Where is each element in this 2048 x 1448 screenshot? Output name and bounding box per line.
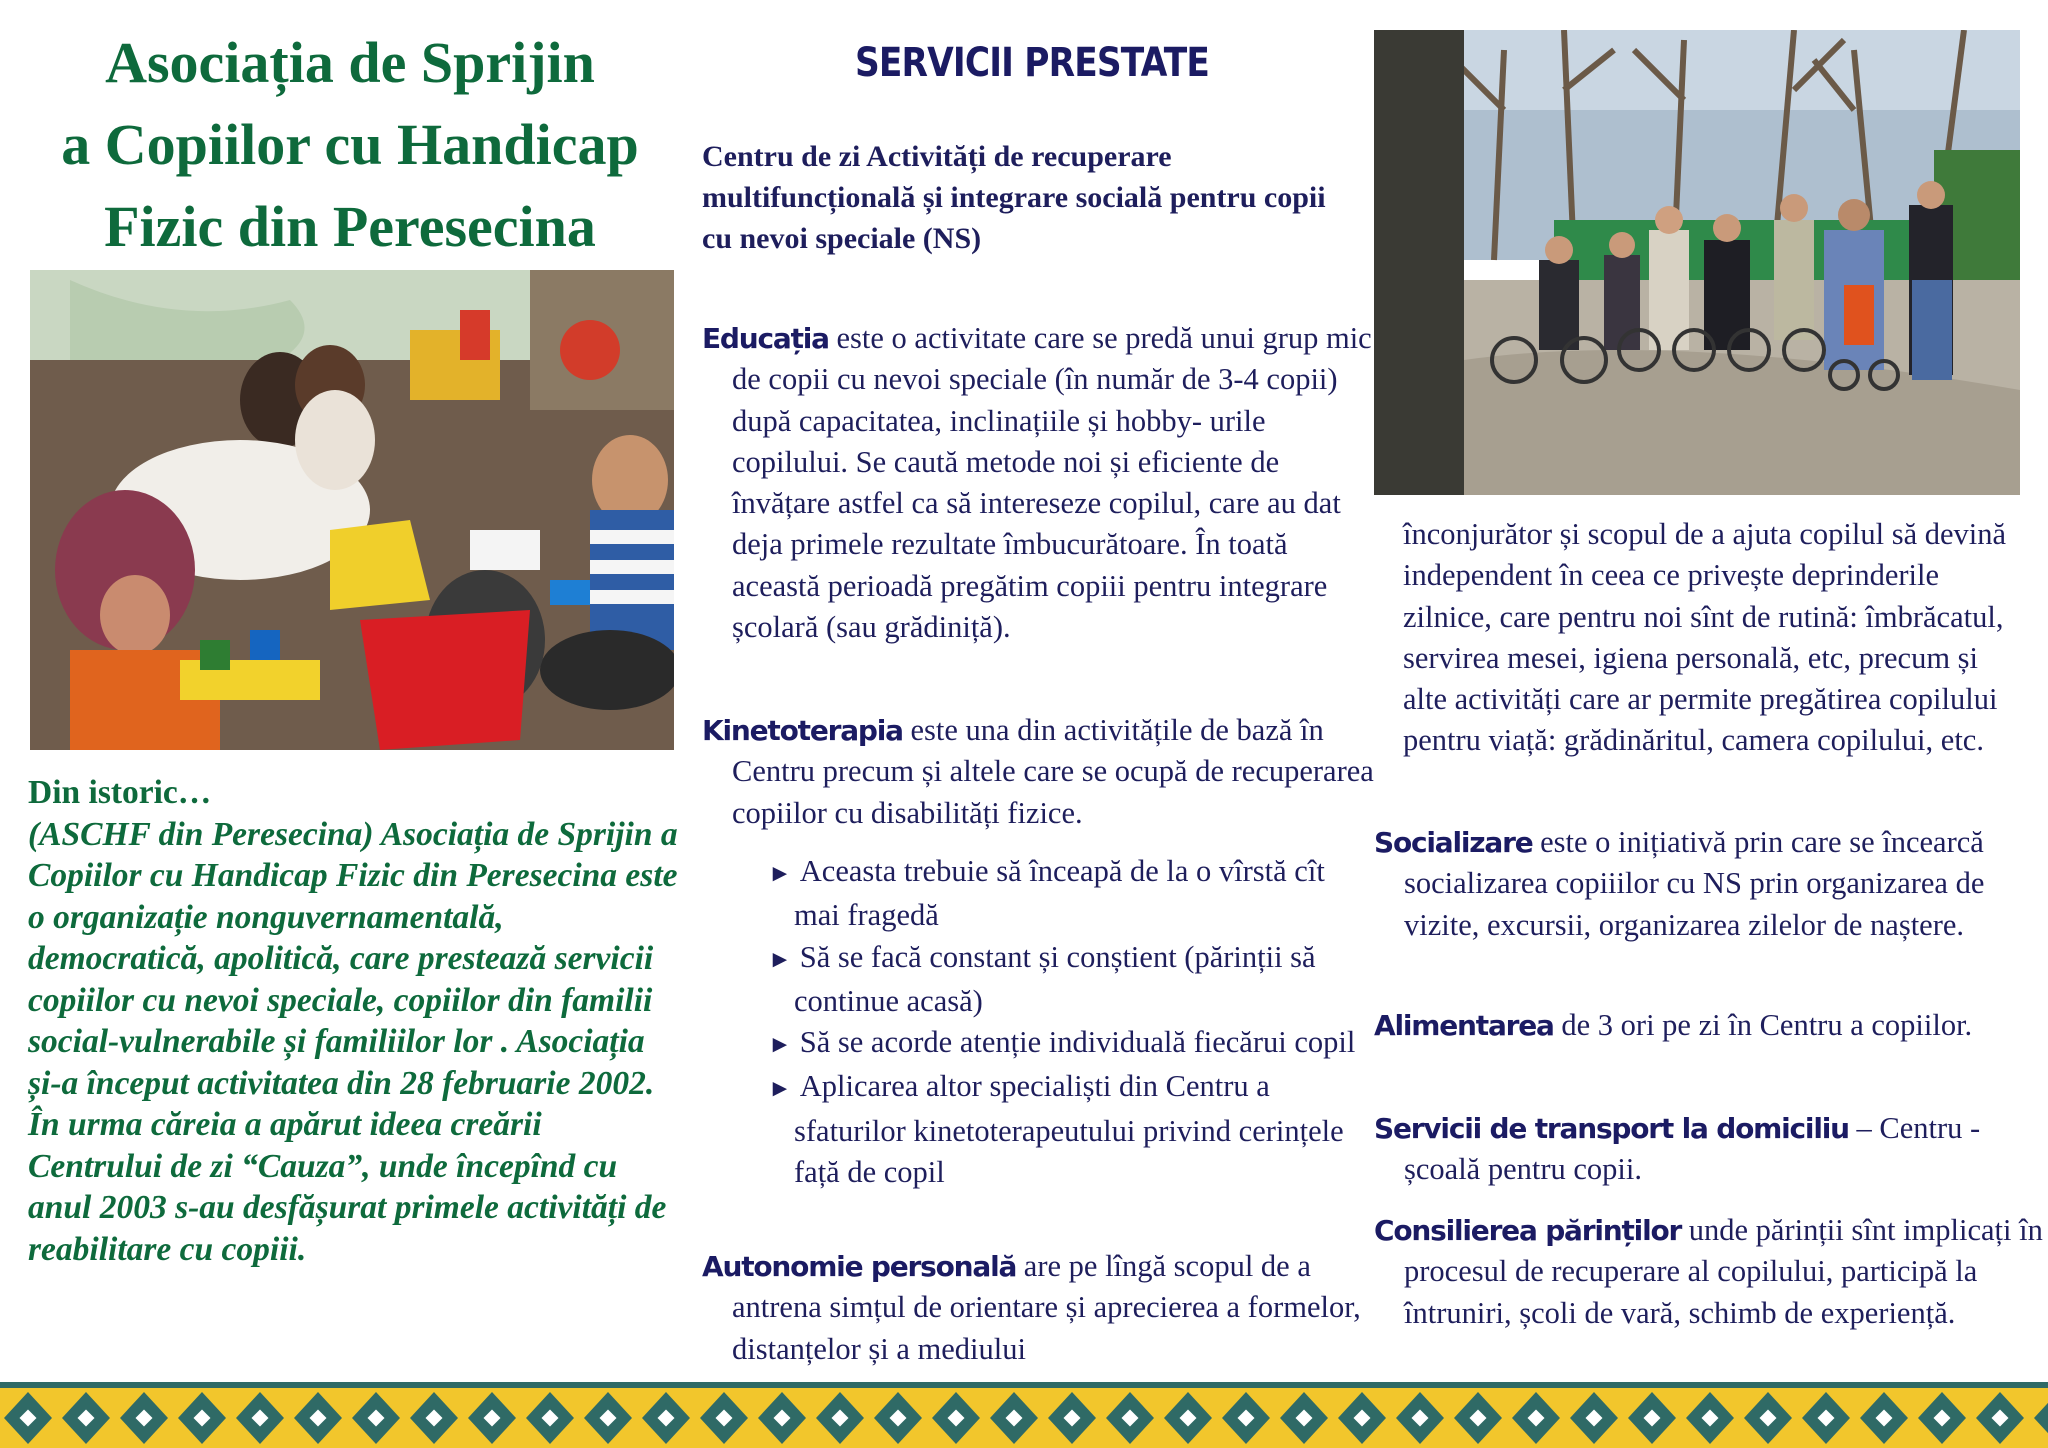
bullet-arrow-icon: ► (768, 1032, 792, 1059)
bullet-arrow-icon: ► (768, 946, 792, 973)
alimentarea-heading: Alimentarea (1374, 1009, 1554, 1042)
title-line-1: Asociația de Sprijin (105, 30, 595, 95)
educatia-heading: Educația (702, 322, 829, 355)
transport-paragraph (1374, 1108, 2044, 1191)
outdoor-wheelchair-group-photo (1374, 30, 2020, 495)
services-intro: Centru de zi Activități de recuperare multifuncțională și integrare socială pentru copii cu nevoi speciale (NS) (702, 140, 1326, 255)
title-line-3: Fizic din Peresecina (104, 194, 596, 259)
autonomie-paragraph (702, 1246, 1362, 1370)
bullet-text: Aplicarea altor specialiști din Centru a sfaturilor kinetoterapeutului privind cerințele față de copil (794, 1069, 1344, 1190)
services-title: SERVICII PRESTATE (854, 40, 1210, 86)
bullet-arrow-icon: ► (768, 861, 792, 887)
bullet-text: Să se facă constant și conștient (părinții să continue acasă) (794, 939, 1316, 1018)
children-playing-photo (30, 270, 674, 750)
socializare-paragraph (1374, 822, 2044, 946)
kineto-paragraph (702, 710, 1382, 834)
autonomie-text: are pe lîngă scopul de a antrena simțul de orientare și aprecierea a formelor, distanțelor și a mediului (732, 1249, 1361, 1366)
kineto-bullet-list (768, 851, 1368, 1193)
alimentarea-text: de 3 ori pe zi în Centru a copiilor. (1553, 1008, 1973, 1042)
socializare-text: este o inițiativă prin care se încearcă socializarea copiiilor cu NS prin organizarea de vizite, excursii, organizarea zilelor de naștere. (1404, 825, 1985, 942)
list-item (768, 851, 1368, 937)
autonomie-heading: Autonomie personală (702, 1250, 1017, 1283)
alimentarea-paragraph (1374, 1005, 2044, 1046)
title-line-2: a Copiilor cu Handicap (61, 112, 639, 177)
bullet-text: Aceasta trebuie să înceapă de la o vîrstă cît mai fragedă (794, 854, 1325, 933)
kineto-text: este una din activitățile de bază în Centru precum și altele care se ocupă de recuperarea copiilor cu disabilități fizice. (732, 713, 1374, 830)
transport-heading: Servicii de transport la domiciliu (1374, 1112, 1849, 1145)
history-body: (ASCHF din Peresecina) Asociația de Sprijin a Copiilor cu Handicap Fizic din Peresecina este o organizație nonguvernamentală, democratică, apolitică, care prestează servicii copiilor cu nevoi speciale, copiilor din familii social-vulnerabile și familiilor lor . Asociația și-a început activitatea din 28 februarie 2002. În urma căreia a apărut ideea creării Centrului de zi “Cauza”, unde începînd cu anul 2003 s-au desfășurat primele activități de reabilitare cu copiii. (28, 815, 678, 1268)
socializare-heading: Socializare (1374, 826, 1533, 859)
main-title (20, 22, 680, 268)
kineto-heading: Kinetoterapia (702, 714, 903, 747)
consiliere-text: unde părinții sînt implicați în procesul de recuperare al copilului, participă la întruniri, școli de vară, schimb de experiență. (1404, 1213, 2043, 1330)
list-item (768, 1066, 1368, 1193)
educatia-text: este o activitate care se predă unui grup mic de copii cu nevoi speciale (în număr de 3-4 copii) după capacitatea, inclinațiile și hobby- urile copilului. Se caută metode noi și eficiente de învățare astfel ca să intereseze copilul, care au dat deja primele rezultate îmbucurătoare. În toată această perioadă pregătim copiii pentru integrare școlară (sau grădiniță). (732, 321, 1372, 645)
list-item (768, 937, 1368, 1023)
list-item (768, 1022, 1368, 1066)
transport-text: – Centru - școală pentru copii. (1404, 1111, 1981, 1187)
consiliere-heading: Consilierea părinților (1374, 1214, 1682, 1247)
educatia-paragraph (702, 318, 1382, 648)
history-section (28, 772, 678, 1270)
bullet-arrow-icon: ► (768, 1076, 792, 1103)
decorative-border (0, 1382, 2048, 1448)
history-heading: Din istoric… (28, 774, 212, 811)
consiliere-paragraph (1374, 1210, 2044, 1334)
autonomie-continued: înconjurător și scopul de a ajuta copilul să devină independent în ceea ce privește deprinderile zilnice, care pentru noi sînt de rutină: îmbrăcatul, servirea mesei, igiena personală, etc, precum și alte activități care ar permite pregătirea copilului pentru viață: grădinăritul, camera copilului, etc. (1403, 517, 2007, 758)
bullet-text: Să se acorde atenție individuală fiecărui copil (799, 1025, 1356, 1060)
